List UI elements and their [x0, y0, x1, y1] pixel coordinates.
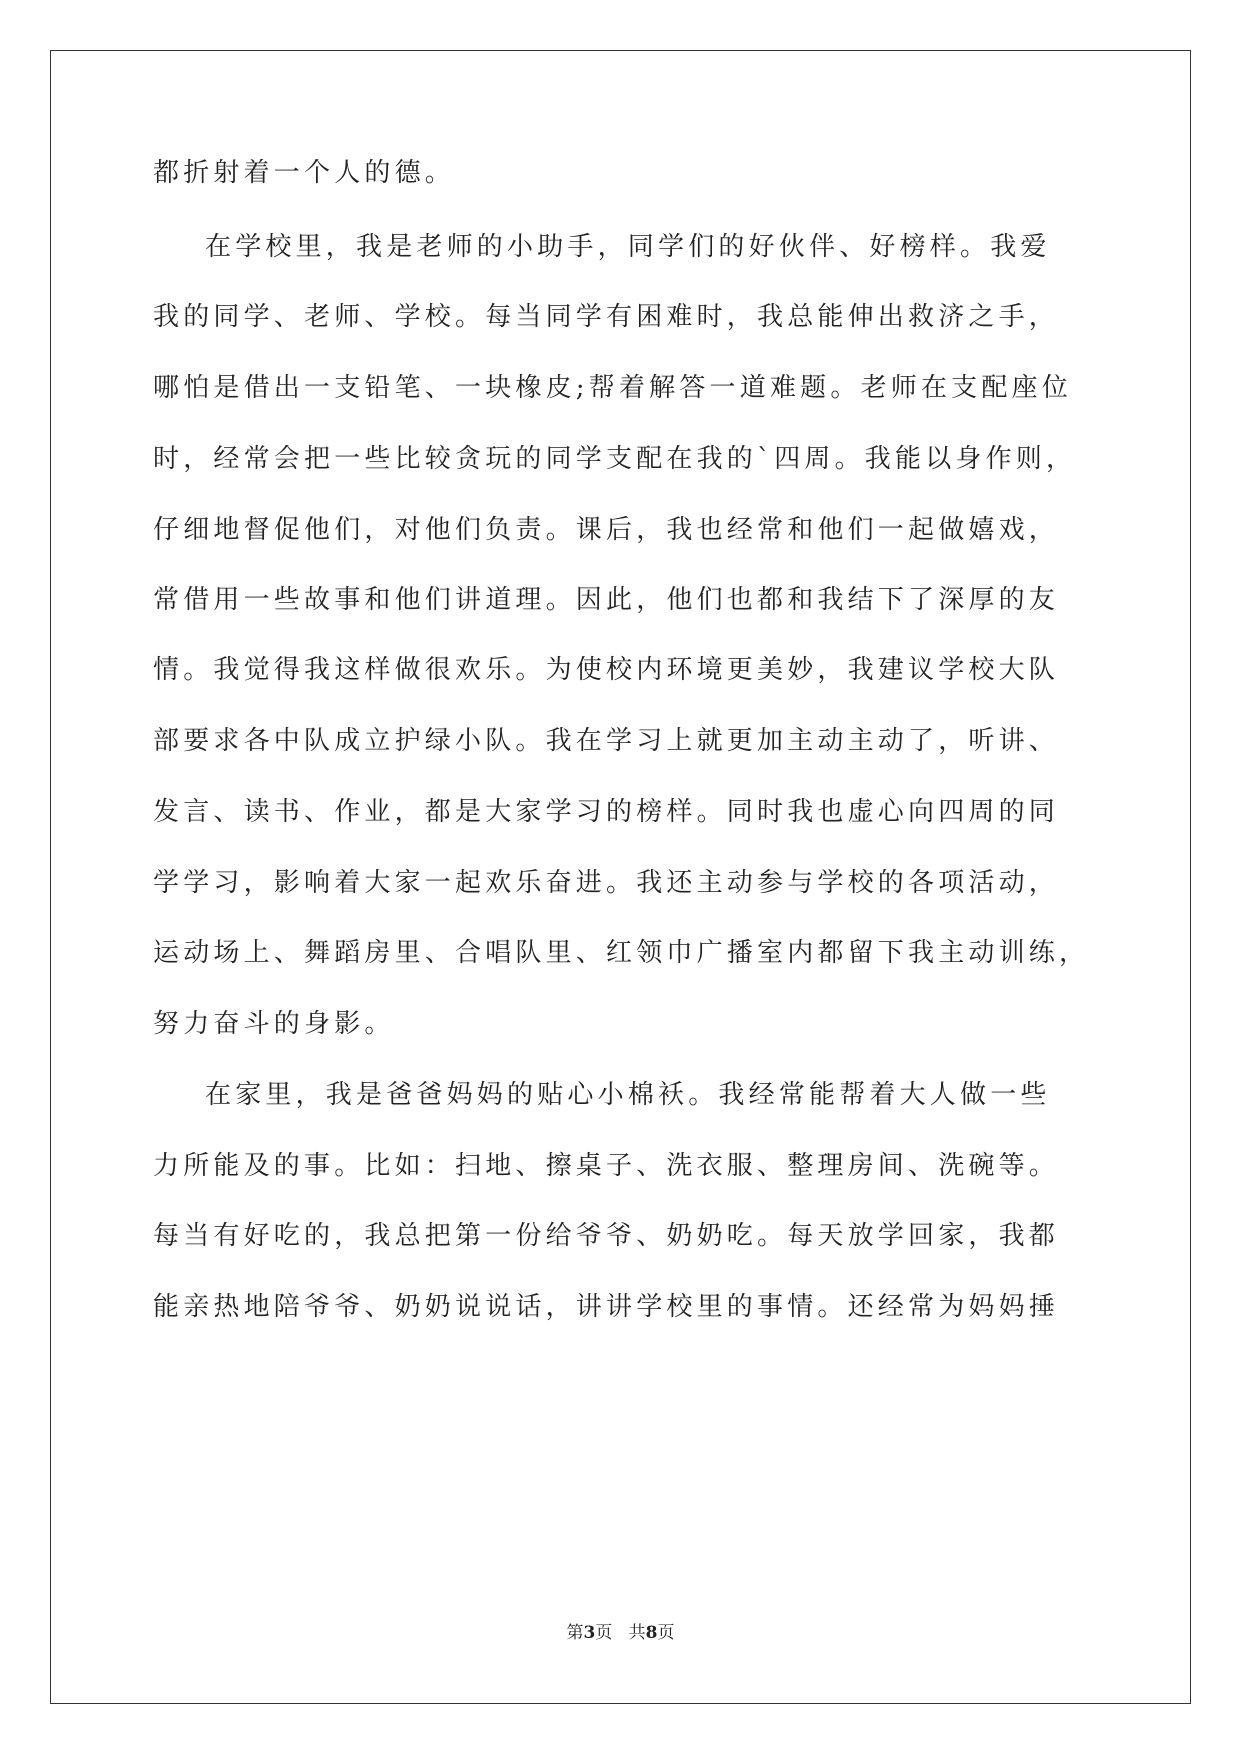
text-line: 常借用一些故事和他们讲道理。因此，他们也都和我结下了深厚的友 — [153, 585, 1060, 615]
page-footer — [0, 1621, 1241, 1645]
page-current: 3 — [583, 1623, 596, 1643]
total-suffix: 页 — [657, 1623, 675, 1643]
text-line: 哪怕是借出一支铅笔、一块橡皮;帮着解答一道难题。老师在支配座位 — [153, 373, 1072, 403]
paragraph-first-line: 在学校里，我是老师的小助手，同学们的好伙伴、好榜样。我爱 — [205, 232, 1051, 262]
text-line: 努力奋斗的身影。 — [153, 1009, 395, 1039]
text-line: 运动场上、舞蹈房里、合唱队里、红领巾广播室内都留下我主动训练， — [153, 938, 1090, 968]
text-line: 发言、读书、作业，都是大家学习的榜样。同时我也虚心向四周的同 — [153, 797, 1060, 827]
text-line: 部要求各中队成立护绿小队。我在学习上就更加主动主动了，听讲、 — [153, 726, 1060, 756]
paragraph-first-line: 在家里，我是爸爸妈妈的贴心小棉袄。我经常能帮着大人做一些 — [205, 1080, 1051, 1110]
text-line: 情。我觉得我这样做很欢乐。为使校内环境更美妙，我建议学校大队 — [153, 655, 1060, 685]
total-prefix: 共 — [628, 1623, 646, 1643]
text-line: 都折射着一个人的德。 — [153, 158, 456, 188]
text-line: 每当有好吃的，我总把第一份给爷爷、奶奶吃。每天放学回家，我都 — [153, 1221, 1060, 1251]
text-line: 仔细地督促他们，对他们负责。课后，我也经常和他们一起做嬉戏， — [153, 515, 1060, 545]
text-line: 学学习，影响着大家一起欢乐奋进。我还主动参与学校的各项活动， — [153, 868, 1060, 898]
text-line: 我的同学、老师、学校。每当同学有困难时，我总能伸出救济之手， — [153, 302, 1060, 332]
page-prefix: 第 — [566, 1623, 584, 1643]
text-line: 时，经常会把一些比较贪玩的同学支配在我的`四周。我能以身作则， — [153, 444, 1077, 474]
page-total: 8 — [645, 1623, 658, 1643]
text-line: 力所能及的事。比如：扫地、擦桌子、洗衣服、整理房间、洗碗等。 — [153, 1151, 1060, 1181]
page-suffix: 页 — [595, 1623, 613, 1643]
text-line: 能亲热地陪爷爷、奶奶说说话，讲讲学校里的事情。还经常为妈妈捶 — [153, 1292, 1060, 1322]
